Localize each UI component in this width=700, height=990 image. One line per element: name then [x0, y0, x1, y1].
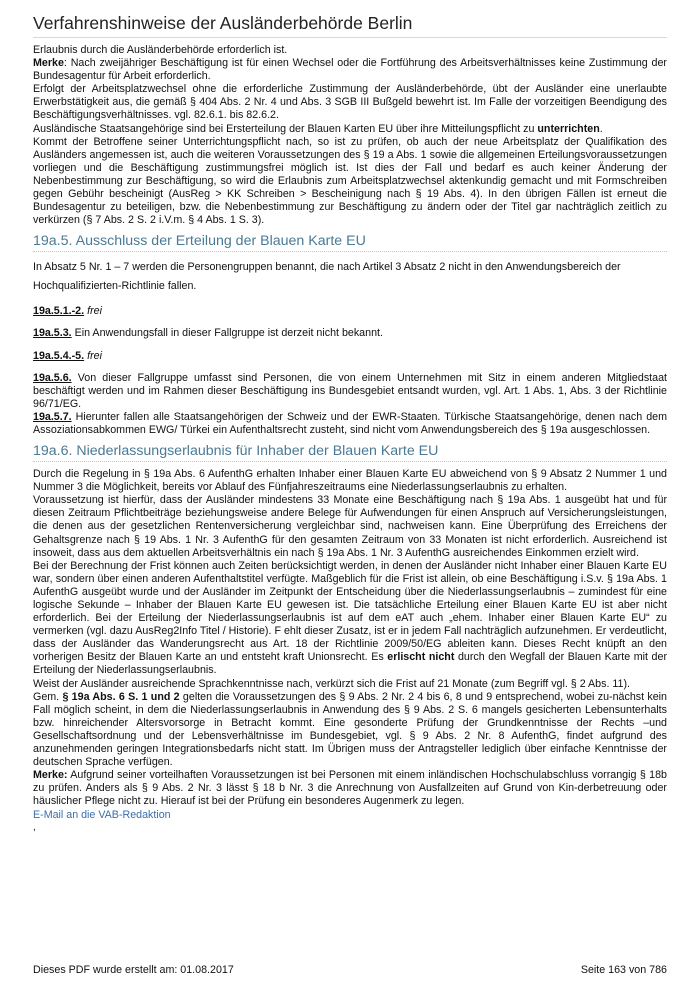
section2-paragraph-1: Durch die Regelung in § 19a Abs. 6 AufenthG erhalten Inhaber einer Blauen Karte EU abweichend von § 9 Absatz 2 Nummer 1 und Nummer 3 die Möglichkeit, bereits vor Ablauf des Fünfjahreszeitraums eine Niederlassungserlaubnis zu erhalten. — [33, 468, 667, 494]
section1-item-19a5-3 — [33, 327, 667, 340]
section2-paragraph-3-text: Bei der Berechnung der Frist können auch Zeiten berücksichtigt werden, in denen der Ausländer nicht Inhaber einer Blauen Karte EU war, sondern über einen anderen Aufenthaltstitel verfügte. Maßgeblich für die Frist ist allein, ob eine Beschäftigung i.S.v. § 19a Abs. 1 AufenthG ausgeübt wurde und der Ausländer im Zeitpunkt der Entscheidung über die Niederlassungserlaubnis – zumindest für eine logische Sekunde – Inhaber der Blauen Karte EU gewesen ist. Die tatsächliche Erteilung einer Blauen Karte EU ist aber nicht erforderlich. Bei der Erteilung der Niederlassungserlaubnis ist auf dem eAT auch „ehem. Inhaber einer Blauen Karte EU“ zu vermerken (vgl. dazu AusReg2Info Titel / Historie). F ehlt dieser Zusatz, ist er in jedem Fall nachträglich aufzunehmen. Er verdeutlicht, dass der Ausländer das Wanderungsrecht aus Art. 18 der Richtlinie 2009/50/EG ableiten kann. Dieses Recht knüpft an den vorherigen Besitz der Blauen Karte an und entsteht kraft Unionsrecht. Es — [33, 559, 667, 664]
section1-item-19a5-4-5 — [33, 350, 667, 363]
section2-paragraph-3 — [33, 560, 667, 678]
intro-paragraph-4-bold: unterrichten — [537, 122, 600, 135]
item-label: 19a.5.7. — [33, 410, 72, 423]
section-heading-19a5: 19a.5. Ausschluss der Erteilung der Blauen Karte EU — [33, 232, 667, 252]
merke-label: Merke: — [33, 769, 68, 782]
section-heading-19a6: 19a.6. Niederlassungserlaubnis für Inhaber der Blauen Karte EU — [33, 442, 667, 462]
item-text: Von dieser Fallgruppe umfasst sind Personen, die von einem Unternehmen mit Sitz in einem anderen Mitgliedstaat beschäftigt werden und im Rahmen dieser Beschäftigung ins Bundesgebiet entsandt wurden, vgl. Art. 1 Abs. 1, Abs. 3 der Richtlinie 96/71/EG. — [33, 371, 667, 410]
intro-paragraph-1: Erlaubnis durch die Ausländerbehörde erforderlich ist. — [33, 44, 288, 56]
section2-paragraph-6 — [33, 769, 667, 808]
item-text: Ein Anwendungsfall in dieser Fallgruppe ist derzeit nicht bekannt. — [71, 327, 383, 340]
document-page — [33, 12, 667, 834]
page-title: Verfahrenshinweise der Ausländerbehörde Berlin — [33, 12, 667, 38]
intro-paragraph-2 — [33, 57, 667, 83]
section1-item-19a5-1-2 — [33, 305, 667, 318]
section2-paragraph-3-bold: erlischt nicht — [387, 651, 455, 664]
intro-paragraph-4 — [33, 123, 667, 136]
section2-paragraph-6-text: Aufgrund seiner vorteilhaften Voraussetzungen ist bei Personen mit einem inländischen Hochschulabschluss vorrangig § 18b zu prüfen. Anders als § 9 Abs. 2 Nr. 3 lässt § 18 b Nr. 3 die Anrechnung von Ausfallzeiten auf Grund von Kin-derbetreuung oder häuslicher Pflege nicht zu. Hierauf ist bei der Prüfung ein besonderes Augenmerk zu legen. — [33, 769, 667, 808]
intro-paragraph-3: Erfolgt der Arbeitsplatzwechsel ohne die erforderliche Zustimmung der Ausländerbehörde, übt der Ausländer eine unerlaubte Erwerbstätigkeit aus, die gemäß § 404 Abs. 2 Nr. 4 und Abs. 3 SGB III Bußgeld bewehrt ist. Im Falle der vorzeitigen Beendigung des Beschäftigungsverhältnisses. vgl. 82.6.1. bis 82.6.2. — [33, 83, 667, 122]
section1-paragraph-1: In Absatz 5 Nr. 1 – 7 werden die Personengruppen benannt, die nach Artikel 3 Absatz 2 nicht in den Anwendungsbereich der Hochqualifizierten-Richtlinie fallen. — [33, 261, 621, 293]
item-text: frei — [87, 349, 102, 362]
stray-mark: , — [33, 821, 36, 833]
section1-item-19a5-7 — [33, 411, 667, 437]
intro-paragraph-4-text: Ausländische Staatsangehörige sind bei Ersterteilung der Blauen Karten EU über ihre Mitteilungspflicht zu — [33, 122, 538, 135]
section2-paragraph-4: Weist der Ausländer ausreichende Sprachkenntnisse nach, verkürzt sich die Frist auf 21 Monate (zum Begriff vgl. § 2 Abs. 11). — [33, 677, 631, 690]
section2-paragraph-5-bold: § 19a Abs. 6 S. 1 und 2 — [62, 690, 180, 703]
item-text: Hierunter fallen alle Staatsangehörigen der Schweiz und der EWR-Staaten. Türkische Staatsangehörige, denen nach dem Assoziationsabkommen EWG/ Türkei ein Aufenthaltsrecht zusteht, sind nicht vom Anwendungsbereich des § 19a ausgeschlossen. — [33, 410, 667, 436]
section1-item-19a5-6 — [33, 372, 667, 411]
section2-paragraph-5-start: Gem. — [33, 690, 63, 703]
intro-paragraph-5: Kommt der Betroffene seiner Unterrichtungspflicht nach, so ist zu prüfen, ob auch der neue Arbeitsplatz der Qualifikation des Ausländers angemessen ist, auch die weiteren Voraussetzungen des § 19 a Abs. 1 sowie die allgemeinen Erteilungsvoraussetzungen vorliegen und die Beschäftigung zustimmungsfrei möglich ist. Ist dies der Fall und bedarf es auch keiner Änderung der Nebenbestimmung zur Beschäftigung, so wird die Erlaubnis zum Arbeitsplatzwechsel aktenkundig gemacht und mit Formschreiben gegen Gebühr bescheinigt (AusReg > KK Schreiben > Bescheinigung nach § 19 Abs. 4). In den übrigen Fällen ist erneut die Bundesagentur zu beteiligen, bzw. die Nebenbestimmung zur Beschäftigung zu ändern oder der Titel gar nachträglich zeitlich zu verkürzen (§ 7 Abs. 2 S. 2 i.V.m. § 4 Abs. 1 S. 3). — [33, 135, 667, 227]
email-vab-redaktion-link[interactable]: E-Mail an die VAB-Redaktion — [33, 808, 171, 821]
section2-paragraph-2: Voraussetzung ist hierfür, dass der Ausländer mindestens 33 Monate eine Beschäftigung nach § 19a Abs. 1 ausgeübt hat und für diesen Zeitraum Pflichtbeiträge beziehungsweise andere Belege für Aufwendungen für einen Anspruch auf Versicherungsleistungen, die denen aus der gesetzlichen Rentenversicherung vergleichbar sind, nachweisen kann. Eine Überprüfung des Erreichens der Gehaltsgrenze nach § 19 Abs. 1 Nr. 3 AufenthG für den gesamten Zeitraum von 33 Monaten ist nicht erforderlich. Ausreichend ist insoweit, dass aus dem aktuellen Arbeitsverhältnis ein nach § 19a Abs. 1 Nr. 3 AufenthG ausreichendes Einkommen erzielt wird. — [33, 494, 667, 559]
item-text: frei — [87, 305, 102, 318]
item-label: 19a.5.4.-5. — [33, 349, 85, 362]
page-footer — [33, 964, 667, 976]
item-label: 19a.5.6. — [33, 371, 72, 384]
item-label: 19a.5.3. — [33, 327, 72, 340]
intro-paragraph-4-end: . — [599, 122, 603, 135]
section2-paragraph-3-end: durch den Wegfall der Blauen Karte mit der Erteilung der Niederlassungserlaubnis. — [33, 651, 667, 677]
item-label: 19a.5.1.-2. — [33, 305, 85, 318]
merke-label: Merke — [33, 57, 64, 70]
section2-paragraph-5-end: gelten die Voraussetzungen des § 9 Abs. 2 Nr. 2 4 bis 6, 8 und 9 entsprechend, wobei zu-nächst kein Fall möglich scheint, in dem die Niederlassungserlaubnis in Anwendung des § 9 Abs. 2 S. 6 mangels gesicherten Lebensunterhalts bzw. hinreichender Altersvorsorge in Betracht kommt. Eine gesonderte Prüfung der Grundkenntnisse der Rechts –und Gesellschaftsordnung und der Lebensverhältnisse im Bundesgebiet, vgl. § 9 Abs. 2 Nr. 8 AufenthG, findet aufgrund des anzunehmenden geringen Integrationsbedarfs nicht statt. Im Übrigen muss der Antragsteller lediglich über einfache Kenntnisse der deutschen Sprache verfügen. — [33, 690, 667, 769]
section2-paragraph-5 — [33, 691, 667, 770]
footer-page-number: Seite 163 von 786 — [580, 964, 667, 976]
intro-paragraph-2-text: : Nach zweijähriger Beschäftigung ist für einen Wechsel oder die Fortführung des Arbeitsverhältnisses keine Zustimmung der Bundesagentur für Arbeit erforderlich. — [33, 57, 667, 83]
footer-created-date: Dieses PDF wurde erstellt am: 01.08.2017 — [33, 964, 234, 976]
